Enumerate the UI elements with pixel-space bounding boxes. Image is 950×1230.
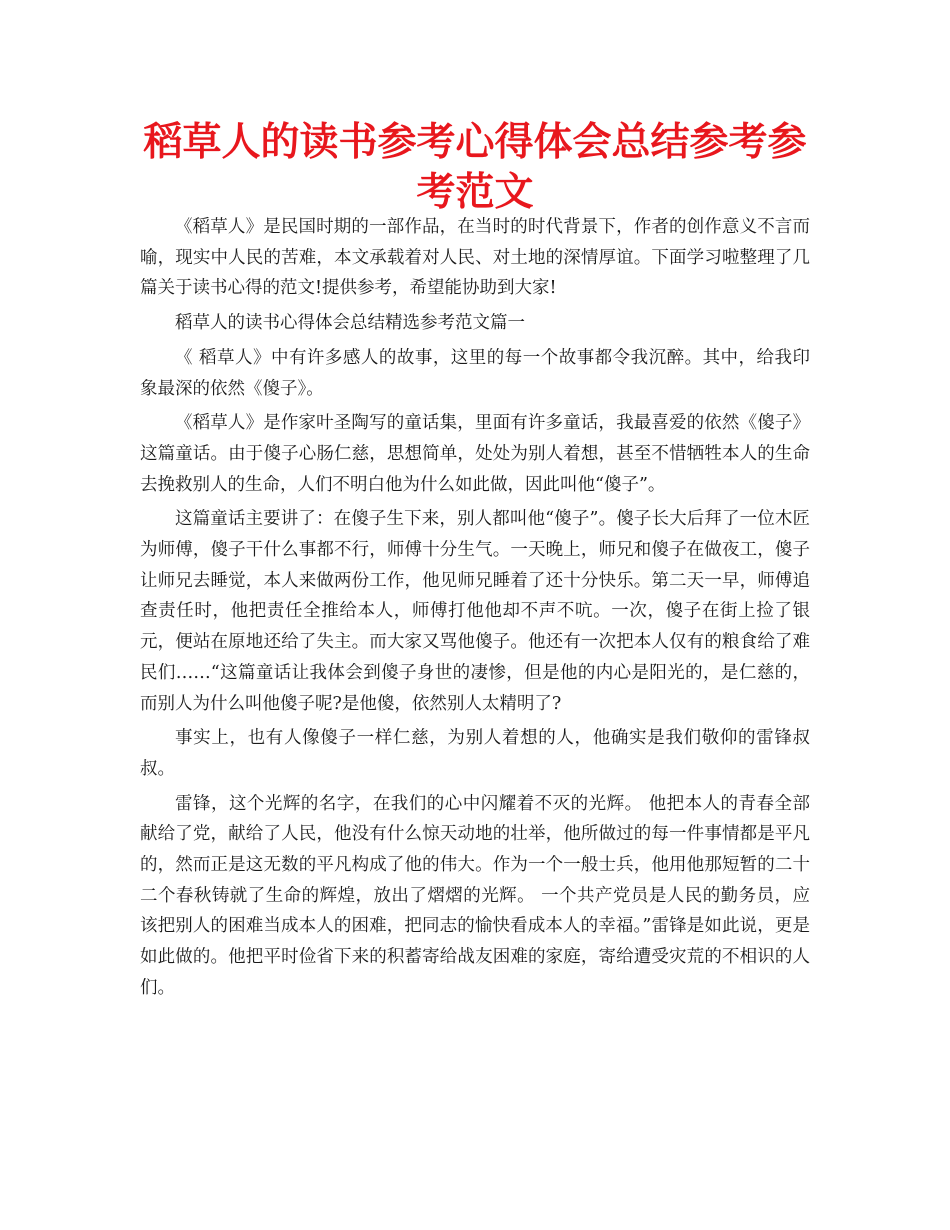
document-title: 稻草人的读书参考心得体会总结参考参考范文 bbox=[143, 120, 807, 215]
intro-paragraph: 《稻草人》是民国时期的一部作品，在当时的时代背景下，作者的创作意义不言而喻，现实中人民的苦难，本文承载着对人民、对土地的深情厚谊。下面学习啦整理了几篇关于读书心得的范文!提供参考，希望能协助到大家! bbox=[140, 217, 810, 299]
body-paragraph: 事实上，也有人像傻子一样仁慈，为别人着想的人，他确实是我们敬仰的雷锋叔叔。 bbox=[140, 728, 810, 779]
body-paragraph: 《稻草人》是作家叶圣陶写的童话集，里面有许多童话，我最喜爱的依然《傻子》这篇童话。由于傻子心肠仁慈，思想简单，处处为别人着想，甚至不惜牺牲本人的生命去挽救别人的生命，人们不明白他为什么如此做，因此叫他“傻子”。 bbox=[140, 413, 810, 495]
body-paragraph: 雷锋，这个光辉的名字，在我们的心中闪耀着不灭的光辉。 他把本人的青春全部献给了党，献给了人民，他没有什么惊天动地的壮举，他所做过的每一件事情都是平凡的，然而正是这无数的平凡构成了他的伟大。作为一个一般士兵，他用他那短暂的二十二个春秋铸就了生命的辉煌，放出了熠熠的光辉。 一个共产党员是人民的勤务员，应该把别人的困难当成本人的困难，把同志的愉快看成本人的幸福。”雷锋是如此说，更是如此做的。他把平时俭省下来的积蓄寄给战友困难的家庭，寄给遭受灾荒的不相识的人们。 bbox=[140, 793, 810, 998]
section-heading: 稻草人的读书心得体会总结精选参考范文篇一 bbox=[175, 313, 525, 334]
body-paragraph: 这篇童话主要讲了：在傻子生下来，别人都叫他“傻子”。傻子长大后拜了一位木匠为师傅，傻子干什么事都不行，师傅十分生气。一天晚上，师兄和傻子在做夜工，傻子让师兄去睡觉，本人来做两份工作，他见师兄睡着了还十分快乐。第二天一早，师傅追查责任时，他把责任全推给本人，师傅打他他却不声不吭。一次，傻子在街上捡了银元，便站在原地还给了失主。而大家又骂他傻子。他还有一次把本人仅有的粮食给了难民们……“这篇童话让我体会到傻子身世的凄惨，但是他的内心是阳光的，是仁慈的，而别人为什么叫他傻子呢?是他傻，依然别人太精明了? bbox=[140, 509, 810, 714]
document-body bbox=[140, 212, 810, 1008]
body-paragraph: 《 稻草人》中有许多感人的故事，这里的每一个故事都令我沉醉。其中，给我印象最深的依然《傻子》。 bbox=[140, 347, 810, 399]
